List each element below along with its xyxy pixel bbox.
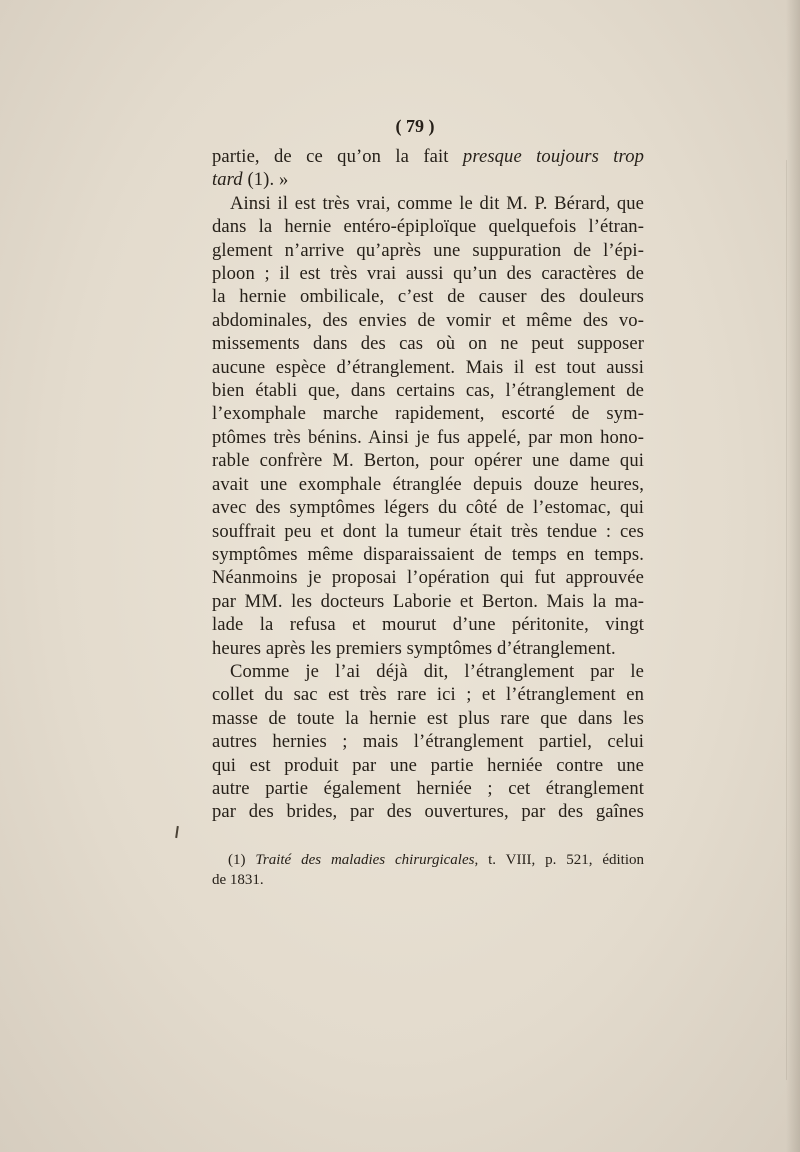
text-line: masse de toute la hernie est plus rare que dans les (212, 707, 644, 729)
text-line: dans la hernie entéro-épiploïque quelquefois l’étran- (212, 216, 644, 238)
page-number: ( 79 ) (395, 116, 435, 136)
text-line: abdominales, des envies de vomir et même des vo- (212, 309, 644, 331)
text-line: heures après les premiers symptômes d’étranglement. (212, 637, 616, 659)
text-line: missements dans des cas où on ne peut supposer (212, 333, 644, 355)
text-line: ptômes très bénins. Ainsi je fus appelé, par mon hono- (212, 426, 644, 448)
page-fold-line (786, 160, 787, 1080)
text-line: par MM. les docteurs Laborie et Berton. Mais la ma- (212, 590, 644, 612)
italic-span: tard (212, 169, 243, 191)
text-line: autre partie également herniée ; cet étranglement (212, 777, 644, 799)
italic-span: presque toujours trop (462, 146, 645, 167)
text-line (212, 168, 644, 191)
text-line: Néanmoins je proposai l’opération qui fut approuvée (212, 567, 644, 589)
paragraph-start: Comme je l’ai déjà dit, l’étranglement par le (230, 660, 644, 682)
paragraph-start: Ainsi il est très vrai, comme le dit M. P. Bérard, que (230, 192, 644, 214)
footnote-line: de 1831. (212, 872, 264, 888)
text-line: rable confrère M. Berton, pour opérer une dame qui (212, 450, 644, 472)
text-line: la hernie ombilicale, c’est de causer des douleurs (212, 286, 644, 308)
text-line: bien établi que, dans certains cas, l’étranglement de (212, 380, 644, 402)
text-line: souffrait peu et dont la tumeur était très tendue : ces (212, 520, 644, 542)
footnote-title: Traité des maladies chirurgicales (255, 852, 475, 868)
text-line: glement n’arrive qu’après une suppuration de l’épi- (212, 239, 644, 261)
text-line: ploon ; il est très vrai aussi qu’un des caractères de (212, 263, 644, 285)
text-line: aucune espèce d’étranglement. Mais il est tout aussi (212, 356, 644, 378)
text-line: qui est produit par une partie herniée contre une (212, 754, 644, 776)
text-line: symptômes même disparaissaient de temps en temps. (212, 543, 644, 565)
main-text (212, 145, 644, 824)
text-line: autres hernies ; mais l’étranglement partiel, celui (212, 731, 644, 753)
footnote (212, 850, 644, 890)
text-span: partie, de ce qu’on la fait (212, 146, 463, 167)
footnote-line (212, 850, 644, 870)
text-line: par des brides, par des ouvertures, par des gaînes (212, 801, 644, 823)
text-line: avec des symptômes légers du côté de l’estomac, qui (212, 497, 644, 519)
text-line: lade la refusa et mourut d’une péritonite, vingt (212, 614, 644, 636)
footnote-ref: (1). » (242, 169, 289, 191)
text-line: avait une exomphale étranglée depuis douze heures, (212, 473, 644, 495)
text-line: collet du sac est très rare ici ; et l’étranglement en (212, 684, 644, 706)
footnote-marker: (1) (228, 852, 256, 868)
footnote-text: , t. VIII, p. 521, édition (474, 852, 645, 868)
text-line: l’exomphale marche rapidement, escorté de sym- (212, 403, 644, 425)
stray-ink-mark (175, 826, 179, 838)
text-line (212, 145, 644, 168)
page-edge-shadow (786, 0, 800, 1152)
